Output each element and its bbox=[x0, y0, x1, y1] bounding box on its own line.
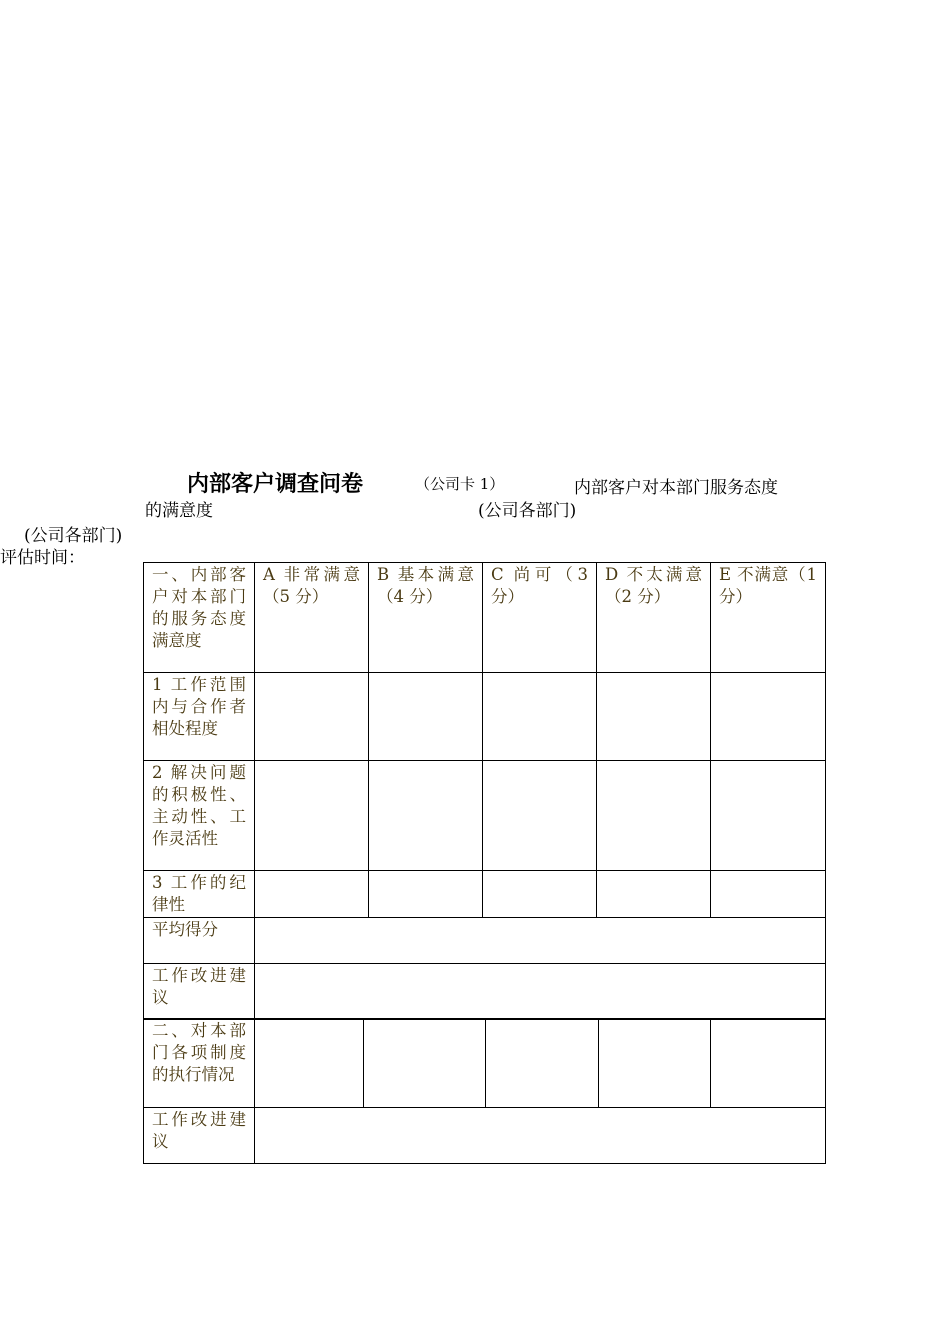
page-title: 内部客户调查问卷 bbox=[187, 472, 364, 497]
table-row bbox=[144, 673, 826, 761]
rating-cell[interactable] bbox=[711, 761, 826, 871]
table-row bbox=[144, 761, 826, 871]
rating-cell[interactable] bbox=[483, 761, 597, 871]
table-row-section2 bbox=[144, 1019, 826, 1108]
average-value-cell[interactable] bbox=[255, 918, 826, 964]
rating-cell[interactable] bbox=[255, 871, 369, 918]
rating-a-header: A 非常满意（5 分） bbox=[255, 563, 369, 673]
rating-e-header: E 不满意（1 分） bbox=[711, 563, 826, 673]
rating-cell[interactable] bbox=[364, 1019, 486, 1108]
table-row bbox=[144, 871, 826, 918]
improvement-label: 工作改进建议 bbox=[144, 1108, 255, 1164]
rating-cell[interactable] bbox=[597, 673, 711, 761]
rating-cell[interactable] bbox=[369, 673, 483, 761]
rating-b-header: B 基本满意（4 分） bbox=[369, 563, 483, 673]
eval-time-label: 评估时间： bbox=[0, 548, 85, 568]
improvement-label: 工作改进建议 bbox=[144, 964, 255, 1020]
rating-cell[interactable] bbox=[486, 1019, 599, 1108]
average-label: 平均得分 bbox=[144, 918, 255, 964]
survey-table-section2 bbox=[143, 1018, 826, 1164]
card-note: （公司卡 1） bbox=[415, 475, 505, 493]
section2-header-cell: 二、对本部门各项制度的执行情况 bbox=[144, 1019, 255, 1108]
rating-cell[interactable] bbox=[597, 761, 711, 871]
rating-cell[interactable] bbox=[483, 871, 597, 918]
table-row-improvement bbox=[144, 964, 826, 1020]
subtitle-part1: 内部客户对本部门服务态度 bbox=[574, 478, 778, 498]
item-label: 2 解决问题的积极性、主动性、工作灵活性 bbox=[144, 761, 255, 871]
dept-note-left: (公司各部门) bbox=[24, 526, 123, 546]
rating-cell[interactable] bbox=[255, 1019, 364, 1108]
subtitle-part2: 的满意度 bbox=[145, 501, 213, 521]
section1-header-cell: 一、内部客户对本部门的服务态度满意度 bbox=[144, 563, 255, 673]
rating-cell[interactable] bbox=[711, 673, 826, 761]
item-label: 3 工作的纪律性 bbox=[144, 871, 255, 918]
rating-cell[interactable] bbox=[711, 871, 826, 918]
rating-cell[interactable] bbox=[369, 761, 483, 871]
table-row-improvement bbox=[144, 1108, 826, 1164]
rating-cell[interactable] bbox=[255, 761, 369, 871]
rating-c-header: C 尚可（3 分） bbox=[483, 563, 597, 673]
dept-note-right: (公司各部门) bbox=[478, 501, 577, 521]
table-row-average bbox=[144, 918, 826, 964]
survey-table bbox=[143, 562, 826, 1020]
rating-cell[interactable] bbox=[483, 673, 597, 761]
rating-cell[interactable] bbox=[599, 1019, 711, 1108]
item-label: 1 工作范围内与合作者相处程度 bbox=[144, 673, 255, 761]
rating-cell[interactable] bbox=[711, 1019, 826, 1108]
rating-cell[interactable] bbox=[597, 871, 711, 918]
table-row-header bbox=[144, 563, 826, 673]
rating-cell[interactable] bbox=[255, 673, 369, 761]
improvement-input-cell[interactable] bbox=[255, 1108, 826, 1164]
improvement-input-cell[interactable] bbox=[255, 964, 826, 1020]
rating-cell[interactable] bbox=[369, 871, 483, 918]
rating-d-header: D 不太满意（2 分） bbox=[597, 563, 711, 673]
